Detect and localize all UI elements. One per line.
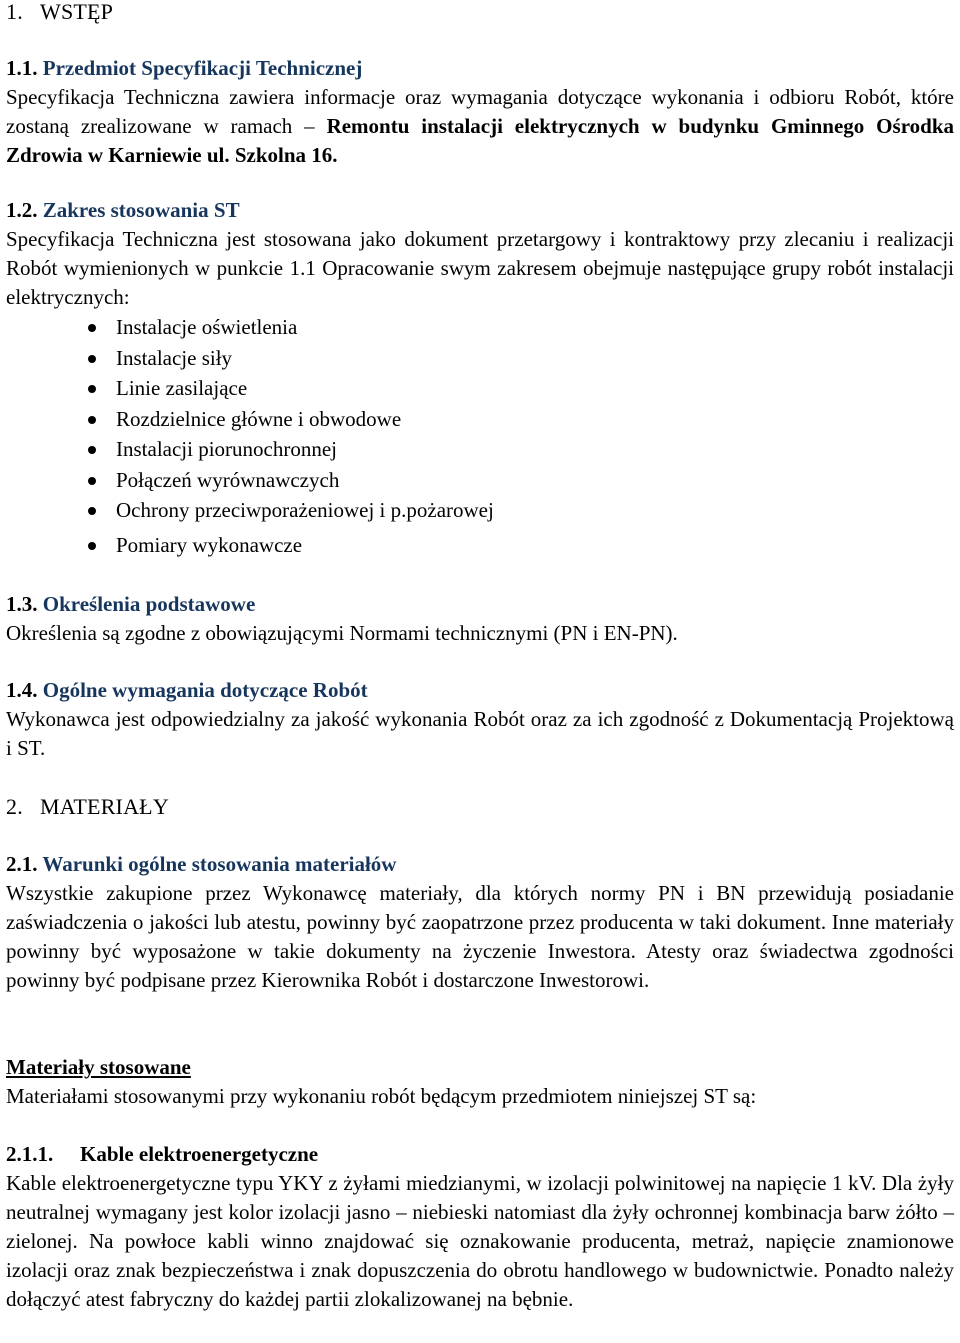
heading-number: 2. xyxy=(6,794,23,819)
heading-title: Przedmiot Specyfikacji Technicznej xyxy=(42,56,363,80)
heading-title: Ogólne wymagania dotyczące Robót xyxy=(42,678,368,702)
paragraph-2-1-1: Kable elektroenergetyczne typu YKY z żyłami miedzianymi, w izolacji polwinitowej na napięcie 1 kV. Dla żyły neutralnej wymagany jest kolor izolacji jasno – niebieski natomiast dla żyły ochronnej kombinacja barw żółto – zielonej. Na powłoce kabli winno znajdować się oznakowanie producenta, metraż, napięcie znamionowe izolacji oraz znak bezpieczeństwa i znak dopuszczenia do obrotu handlowego w budownictwie. Ponadto należy dołączyć atest fabryczny do każdej partii zlokalizowanej na bębnie. xyxy=(6,1171,954,1311)
list-item: Instalacji piorunochronnej xyxy=(6,434,954,465)
list-item: Rozdzielnice główne i obwodowe xyxy=(6,404,954,435)
heading-section-1-2 xyxy=(6,196,954,225)
bullet-icon xyxy=(88,477,96,485)
bullet-icon xyxy=(88,385,96,393)
heading-section-1-4 xyxy=(6,676,954,705)
heading-title: Zakres stosowania ST xyxy=(42,198,240,222)
paragraph-1-3: Określenia są zgodne z obowiązującymi Normami technicznymi (PN i EN-PN). xyxy=(6,621,678,645)
list-item: Połączeń wyrównawczych xyxy=(6,465,954,496)
bullet-icon xyxy=(88,324,96,332)
heading-number: 1.2. xyxy=(6,198,38,222)
paragraph-1-4: Wykonawca jest odpowiedzialny za jakość wykonania Robót oraz za ich zgodność z Dokumentacją Projektową i ST. xyxy=(6,707,954,760)
bullet-icon xyxy=(88,355,96,363)
list-item: Instalacje siły xyxy=(6,343,954,374)
bullet-icon xyxy=(88,507,96,515)
heading-number: 1. xyxy=(6,0,23,24)
heading-section-2 xyxy=(6,792,954,821)
heading-section-1-3 xyxy=(6,590,954,619)
heading-number: 1.4. xyxy=(6,678,38,702)
heading-section-2-1 xyxy=(6,850,954,879)
bullet-icon xyxy=(88,416,96,424)
heading-section-1-1 xyxy=(6,54,954,83)
list-item: Instalacje oświetlenia xyxy=(6,312,954,343)
heading-title: Kable elektroenergetyczne xyxy=(80,1142,319,1166)
heading-section-2-1-1 xyxy=(6,1140,954,1169)
heading-title: MATERIAŁY xyxy=(40,794,169,819)
heading-section-1 xyxy=(6,0,954,26)
paragraph-2-1: Wszystkie zakupione przez Wykonawcę materiały, dla których normy PN i BN przewidują posiadanie zaświadczenia o jakości lub atestu, powinny być zaopatrzone przez producenta w taki dokument. Inne materiały powinny być wyposażone w takie dokumenty na życzenie Inwestora. Atesty oraz świadectwa zgodności powinny być podpisane przez Kierownika Robót i dostarczone Inwestorowi. xyxy=(6,881,954,992)
bullet-icon xyxy=(88,542,96,550)
list-item: Pomiary wykonawcze xyxy=(6,530,954,561)
paragraph-bold-text: Remontu instalacji elektrycznych w budynku Gminnego Ośrodka Zdrowia w Karniewie ul. Szkolna 16. xyxy=(6,114,954,167)
paragraph-1-1 xyxy=(6,83,954,170)
heading-title: Warunki ogólne stosowania materiałów xyxy=(42,852,397,876)
heading-number: 1.1. xyxy=(6,56,38,80)
list-item: Ochrony przeciwporażeniowej i p.pożarowej xyxy=(6,495,954,526)
bullet-icon xyxy=(88,446,96,454)
heading-number: 1.3. xyxy=(6,592,38,616)
scope-list xyxy=(6,312,954,560)
paragraph-text: Specyfikacja Techniczna zawiera informacje oraz wymagania dotyczące wykonania i odbioru Robót, które zostaną zrealizowane w ramach – xyxy=(6,85,954,138)
list-item: Linie zasilające xyxy=(6,373,954,404)
heading-materials-used: Materiały stosowane xyxy=(6,1055,191,1079)
paragraph-1-2: Specyfikacja Techniczna jest stosowana jako dokument przetargowy i kontraktowy przy zlecaniu i realizacji Robót wymienionych w punkcie 1.1 Opracowanie swym zakresem obejmuje następujące grupy robót instalacji elektrycznych: xyxy=(6,227,954,309)
heading-number: 2.1. xyxy=(6,852,38,876)
paragraph-materials-used: Materiałami stosowanymi przy wykonaniu robót będącym przedmiotem niniejszej ST są: xyxy=(6,1084,757,1108)
heading-number: 2.1.1. xyxy=(6,1142,54,1166)
heading-title: Określenia podstawowe xyxy=(42,592,256,616)
heading-title: WSTĘP xyxy=(40,0,114,24)
